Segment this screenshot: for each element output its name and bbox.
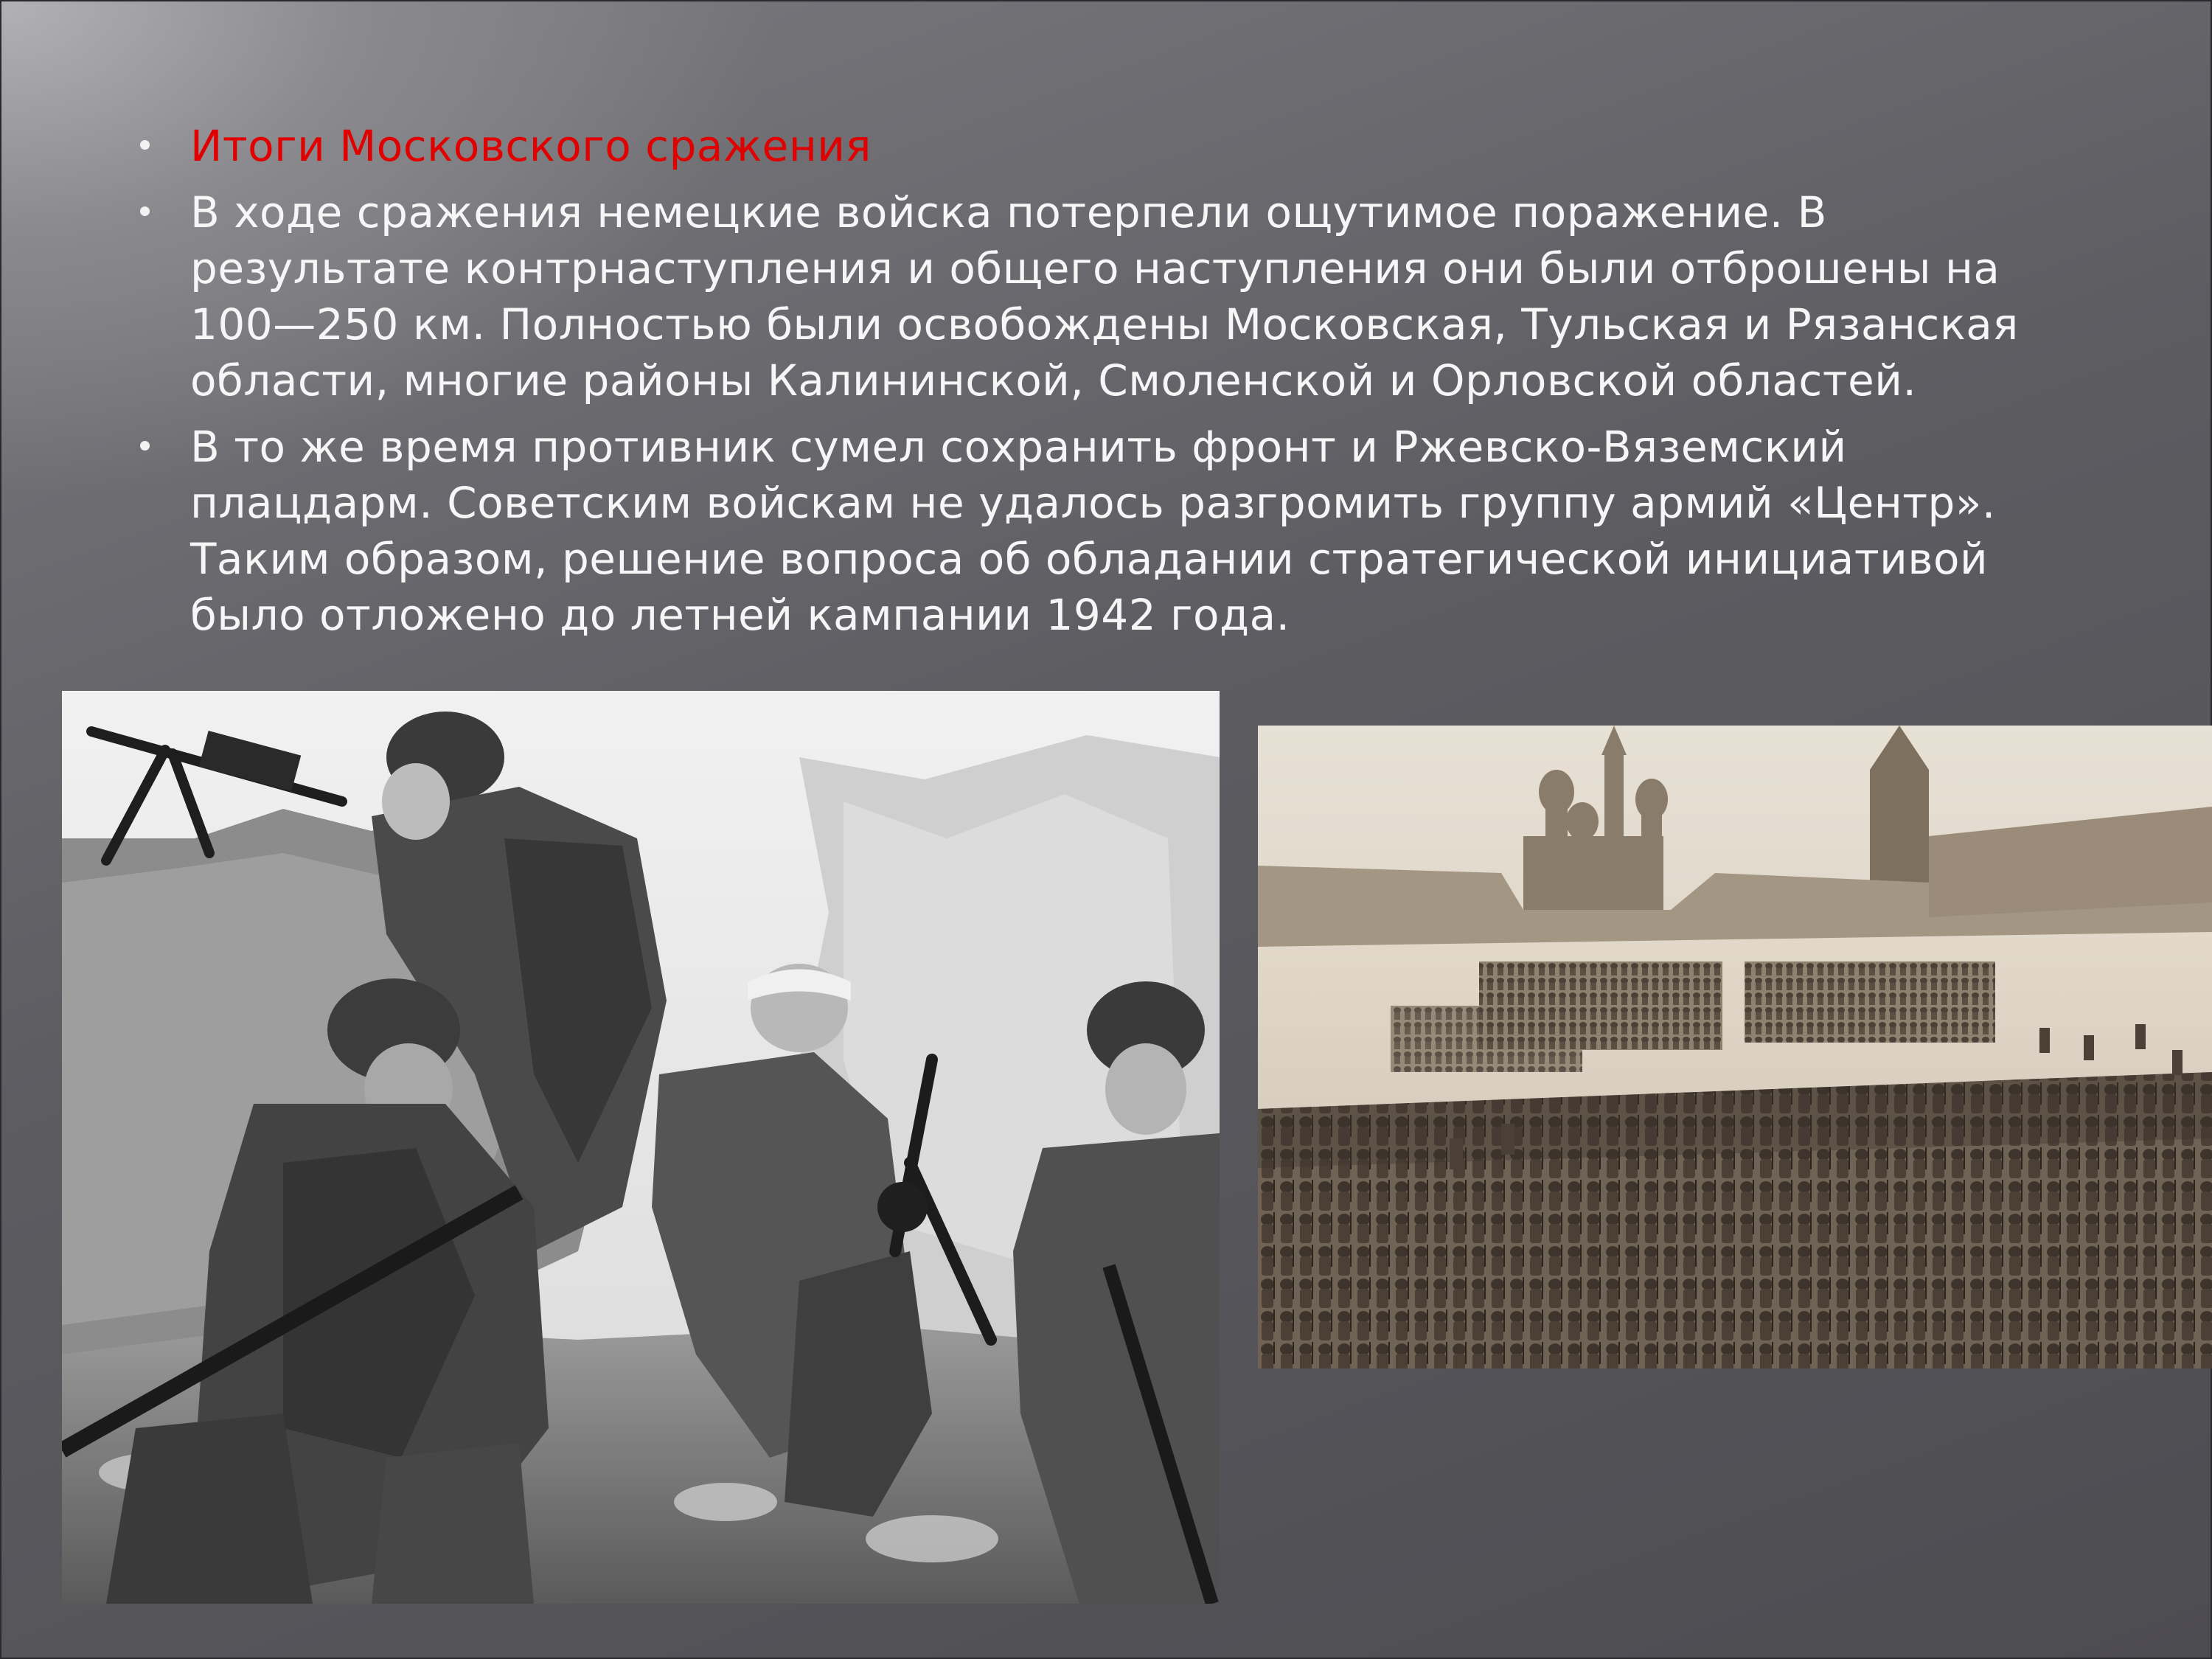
photo-parade-art xyxy=(1258,726,2212,1368)
slide-text-body xyxy=(125,118,2087,653)
photo-soldiers-in-ruins xyxy=(62,691,1220,1604)
bullet-item-results xyxy=(125,184,2087,408)
photo-soldiers-art xyxy=(62,691,1220,1604)
photo-red-square-parade xyxy=(1258,726,2212,1368)
bullet-text-outcome: В то же время противник сумел сохранить фронт и Ржевско-Вяземский плацдарм. Советским войскам не удалось разгромить группу армий «Центр». Таким образом, решение вопроса об обладании стратегической инициативой было отложено до летней кампании 1942 года. xyxy=(190,422,1996,640)
bullet-point-icon xyxy=(140,441,150,451)
bullet-item-outcome xyxy=(125,419,2087,643)
bullet-item-title xyxy=(125,118,2087,174)
bullet-point-icon xyxy=(140,140,150,150)
slide-heading-bullet: Итоги Московского сражения xyxy=(190,121,872,171)
bullet-text-results: В ходе сражения немецкие войска потерпели ощутимое поражение. В результате контрнаступления и общего наступления они были отброшены на 100—250 км. Полностью были освобождены Московская, Тульская и Рязанская области, многие районы Калининской, Смоленской и Орловской областей. xyxy=(190,187,2019,406)
bullet-point-icon xyxy=(140,206,150,216)
